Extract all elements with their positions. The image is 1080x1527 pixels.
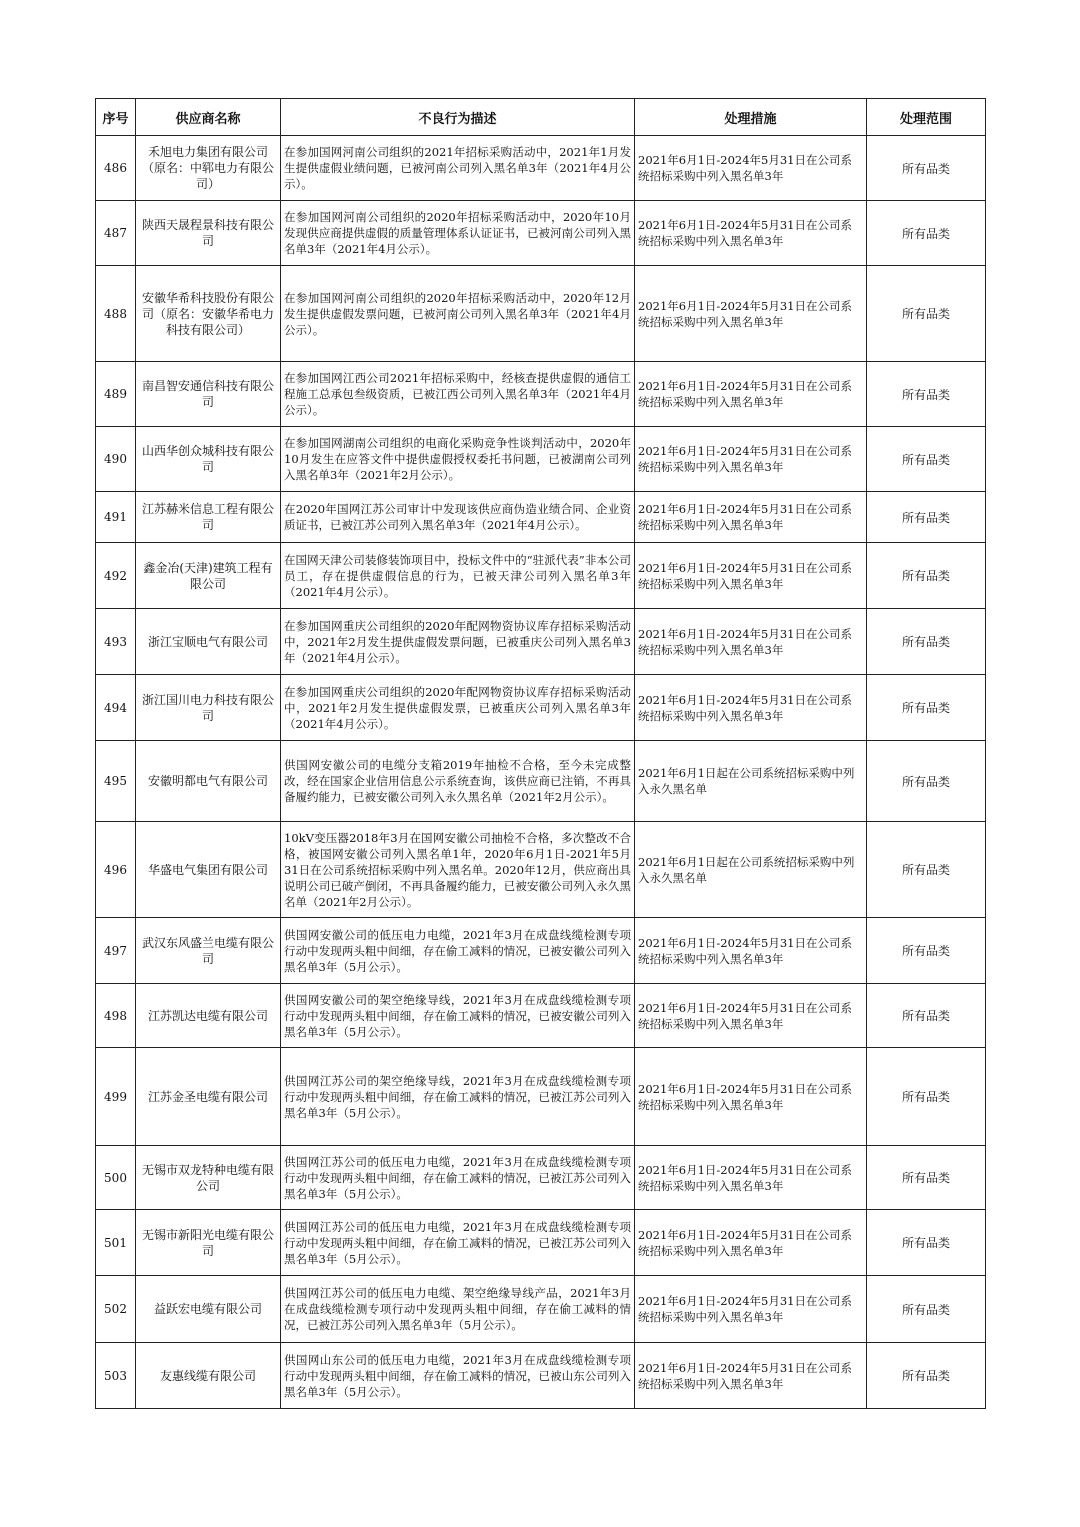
row-no: 495	[96, 741, 136, 822]
row-description: 在参加国网河南公司组织的2020年招标采购活动中，2020年10月发现供应商提供虚假的质量管理体系认证证书，已被河南公司列入黑名单3年（2021年4月公示）。	[281, 201, 635, 266]
table-header-row	[96, 99, 986, 136]
table-row	[96, 543, 986, 609]
row-description: 10kV变压器2018年3月在国网安徽公司抽检不合格，多次整改不合格，被国网安徽公司列入黑名单1年，2020年6月1日-2021年5月31日在公司系统招标采购中列入黑名单。2020年12月，供应商出具说明公司已破产倒闭，不再具备履约能力，已被安徽公司列入永久黑名单（2021年2月公示）。	[281, 822, 635, 918]
row-measure: 2021年6月1日-2024年5月31日在公司系统招标采购中列入黑名单3年	[635, 984, 867, 1048]
row-supplier: 友惠线缆有限公司	[136, 1343, 281, 1409]
row-measure: 2021年6月1日-2024年5月31日在公司系统招标采购中列入黑名单3年	[635, 675, 867, 741]
row-supplier: 陕西天晟程景科技有限公司	[136, 201, 281, 266]
row-no: 494	[96, 675, 136, 741]
row-supplier: 无锡市双龙特种电缆有限公司	[136, 1146, 281, 1210]
row-measure: 2021年6月1日-2024年5月31日在公司系统招标采购中列入黑名单3年	[635, 136, 867, 201]
row-scope: 所有品类	[867, 427, 986, 492]
row-measure: 2021年6月1日-2024年5月31日在公司系统招标采购中列入黑名单3年	[635, 362, 867, 427]
row-description: 在2020年国网江苏公司审计中发现该供应商伪造业绩合同、企业资质证书，已被江苏公司列入黑名单3年（2021年4月公示）。	[281, 492, 635, 543]
row-scope: 所有品类	[867, 492, 986, 543]
row-supplier: 安徽华希科技股份有限公司（原名：安徽华希电力科技有限公司）	[136, 266, 281, 362]
row-supplier: 无锡市新阳光电缆有限公司	[136, 1210, 281, 1276]
row-no: 498	[96, 984, 136, 1048]
row-no: 489	[96, 362, 136, 427]
row-supplier: 禾旭电力集团有限公司（原名：中郓电力有限公司）	[136, 136, 281, 201]
row-measure: 2021年6月1日-2024年5月31日在公司系统招标采购中列入黑名单3年	[635, 1276, 867, 1343]
row-supplier: 益跃宏电缆有限公司	[136, 1276, 281, 1343]
header-no: 序号	[96, 99, 136, 136]
row-scope: 所有品类	[867, 1343, 986, 1409]
row-supplier: 南昌智安通信科技有限公司	[136, 362, 281, 427]
row-description: 供国网江苏公司的低压电力电缆、架空绝缘导线产品，2021年3月在成盘线缆检测专项行动中发现两头粗中间细，存在偷工减料的情况，已被江苏公司列入黑名单3年（5月公示）。	[281, 1276, 635, 1343]
row-measure: 2021年6月1日-2024年5月31日在公司系统招标采购中列入黑名单3年	[635, 1343, 867, 1409]
table-row	[96, 609, 986, 675]
row-supplier: 安徽明都电气有限公司	[136, 741, 281, 822]
row-description: 供国网江苏公司的架空绝缘导线，2021年3月在成盘线缆检测专项行动中发现两头粗中间细，存在偷工减料的情况，已被江苏公司列入黑名单3年（5月公示）。	[281, 1048, 635, 1146]
table-row	[96, 675, 986, 741]
row-description: 在参加国网河南公司组织的2021年招标采购活动中，2021年1月发生提供虚假业绩问题，已被河南公司列入黑名单3年（2021年4月公示）。	[281, 136, 635, 201]
row-no: 500	[96, 1146, 136, 1210]
row-no: 503	[96, 1343, 136, 1409]
row-description: 供国网江苏公司的低压电力电缆，2021年3月在成盘线缆检测专项行动中发现两头粗中间细，存在偷工减料的情况，已被江苏公司列入黑名单3年（5月公示）。	[281, 1210, 635, 1276]
row-scope: 所有品类	[867, 741, 986, 822]
header-description: 不良行为描述	[281, 99, 635, 136]
row-scope: 所有品类	[867, 822, 986, 918]
row-description: 在国网天津公司装修装饰项目中，投标文件中的“驻派代表”非本公司员工，存在提供虚假信息的行为，已被天津公司列入黑名单3年（2021年4月公示）。	[281, 543, 635, 609]
row-measure: 2021年6月1日-2024年5月31日在公司系统招标采购中列入黑名单3年	[635, 609, 867, 675]
row-no: 491	[96, 492, 136, 543]
row-no: 501	[96, 1210, 136, 1276]
table-row	[96, 1276, 986, 1343]
row-no: 487	[96, 201, 136, 266]
row-description: 在参加国网湖南公司组织的电商化采购竞争性谈判活动中，2020年10月发生在应答文件中提供虚假授权委托书问题，已被湖南公司列入黑名单3年（2021年2月公示）。	[281, 427, 635, 492]
row-no: 488	[96, 266, 136, 362]
row-no: 502	[96, 1276, 136, 1343]
row-no: 497	[96, 918, 136, 984]
row-scope: 所有品类	[867, 675, 986, 741]
row-no: 492	[96, 543, 136, 609]
row-scope: 所有品类	[867, 266, 986, 362]
table-row	[96, 741, 986, 822]
row-supplier: 山西华创众城科技有限公司	[136, 427, 281, 492]
row-scope: 所有品类	[867, 201, 986, 266]
row-scope: 所有品类	[867, 1210, 986, 1276]
row-scope: 所有品类	[867, 362, 986, 427]
table-row	[96, 362, 986, 427]
header-scope: 处理范围	[867, 99, 986, 136]
blacklist-table	[95, 98, 986, 1409]
row-description: 在参加国网重庆公司组织的2020年配网物资协议库存招标采购活动中，2021年2月发生提供虚假发票，已被重庆公司列入黑名单3年（2021年4月公示）。	[281, 675, 635, 741]
table-row	[96, 918, 986, 984]
row-no: 490	[96, 427, 136, 492]
row-description: 供国网安徽公司的低压电力电缆，2021年3月在成盘线缆检测专项行动中发现两头粗中间细，存在偷工减料的情况，已被安徽公司列入黑名单3年（5月公示）。	[281, 918, 635, 984]
header-supplier: 供应商名称	[136, 99, 281, 136]
row-description: 供国网安徽公司的架空绝缘导线，2021年3月在成盘线缆检测专项行动中发现两头粗中间细，存在偷工减料的情况，已被安徽公司列入黑名单3年（5月公示）。	[281, 984, 635, 1048]
table-row	[96, 201, 986, 266]
row-supplier: 江苏金圣电缆有限公司	[136, 1048, 281, 1146]
row-measure: 2021年6月1日-2024年5月31日在公司系统招标采购中列入黑名单3年	[635, 543, 867, 609]
table-row	[96, 984, 986, 1048]
table-row	[96, 492, 986, 543]
row-no: 486	[96, 136, 136, 201]
row-no: 493	[96, 609, 136, 675]
table-row	[96, 266, 986, 362]
row-supplier: 华盛电气集团有限公司	[136, 822, 281, 918]
row-scope: 所有品类	[867, 984, 986, 1048]
row-scope: 所有品类	[867, 1048, 986, 1146]
row-description: 在参加国网重庆公司组织的2020年配网物资协议库存招标采购活动中，2021年2月发生提供虚假发票问题，已被重庆公司列入黑名单3年（2021年4月公示）。	[281, 609, 635, 675]
row-description: 供国网山东公司的低压电力电缆，2021年3月在成盘线缆检测专项行动中发现两头粗中间细，存在偷工减料的情况，已被山东公司列入黑名单3年（5月公示）。	[281, 1343, 635, 1409]
row-measure: 2021年6月1日-2024年5月31日在公司系统招标采购中列入黑名单3年	[635, 492, 867, 543]
row-measure: 2021年6月1日-2024年5月31日在公司系统招标采购中列入黑名单3年	[635, 201, 867, 266]
row-supplier: 江苏凯达电缆有限公司	[136, 984, 281, 1048]
row-description: 供国网安徽公司的电缆分支箱2019年抽检不合格，至今未完成整改，经在国家企业信用信息公示系统查询，该供应商已注销，不再具备履约能力，已被安徽公司列入永久黑名单（2021年2月公示）。	[281, 741, 635, 822]
table-row	[96, 822, 986, 918]
row-measure: 2021年6月1日-2024年5月31日在公司系统招标采购中列入黑名单3年	[635, 1210, 867, 1276]
row-measure: 2021年6月1日-2024年5月31日在公司系统招标采购中列入黑名单3年	[635, 266, 867, 362]
row-scope: 所有品类	[867, 609, 986, 675]
table-row	[96, 427, 986, 492]
table-row	[96, 1146, 986, 1210]
row-supplier: 鑫金冶(天津)建筑工程有限公司	[136, 543, 281, 609]
row-no: 496	[96, 822, 136, 918]
row-no: 499	[96, 1048, 136, 1146]
row-measure: 2021年6月1日-2024年5月31日在公司系统招标采购中列入黑名单3年	[635, 918, 867, 984]
row-description: 在参加国网江西公司2021年招标采购中，经核查提供虚假的通信工程施工总承包叁级资质，已被江西公司列入黑名单3年（2021年4月公示）。	[281, 362, 635, 427]
row-scope: 所有品类	[867, 918, 986, 984]
row-description: 在参加国网河南公司组织的2020年招标采购活动中，2020年12月发生提供虚假发票问题，已被河南公司列入黑名单3年（2021年4月公示）。	[281, 266, 635, 362]
row-scope: 所有品类	[867, 1146, 986, 1210]
row-scope: 所有品类	[867, 136, 986, 201]
row-supplier: 浙江宝顺电气有限公司	[136, 609, 281, 675]
row-supplier: 浙江国川电力科技有限公司	[136, 675, 281, 741]
row-scope: 所有品类	[867, 543, 986, 609]
table-row	[96, 1048, 986, 1146]
table-row	[96, 1343, 986, 1409]
table-row	[96, 1210, 986, 1276]
row-measure: 2021年6月1日-2024年5月31日在公司系统招标采购中列入黑名单3年	[635, 1048, 867, 1146]
row-description: 供国网江苏公司的低压电力电缆，2021年3月在成盘线缆检测专项行动中发现两头粗中间细，存在偷工减料的情况，已被江苏公司列入黑名单3年（5月公示）。	[281, 1146, 635, 1210]
row-supplier: 江苏赫米信息工程有限公司	[136, 492, 281, 543]
row-scope: 所有品类	[867, 1276, 986, 1343]
row-measure: 2021年6月1日-2024年5月31日在公司系统招标采购中列入黑名单3年	[635, 427, 867, 492]
row-measure: 2021年6月1日-2024年5月31日在公司系统招标采购中列入黑名单3年	[635, 1146, 867, 1210]
row-measure: 2021年6月1日起在公司系统招标采购中列入永久黑名单	[635, 822, 867, 918]
row-measure: 2021年6月1日起在公司系统招标采购中列入永久黑名单	[635, 741, 867, 822]
row-supplier: 武汉东风盛兰电缆有限公司	[136, 918, 281, 984]
table-row	[96, 136, 986, 201]
header-measure: 处理措施	[635, 99, 867, 136]
